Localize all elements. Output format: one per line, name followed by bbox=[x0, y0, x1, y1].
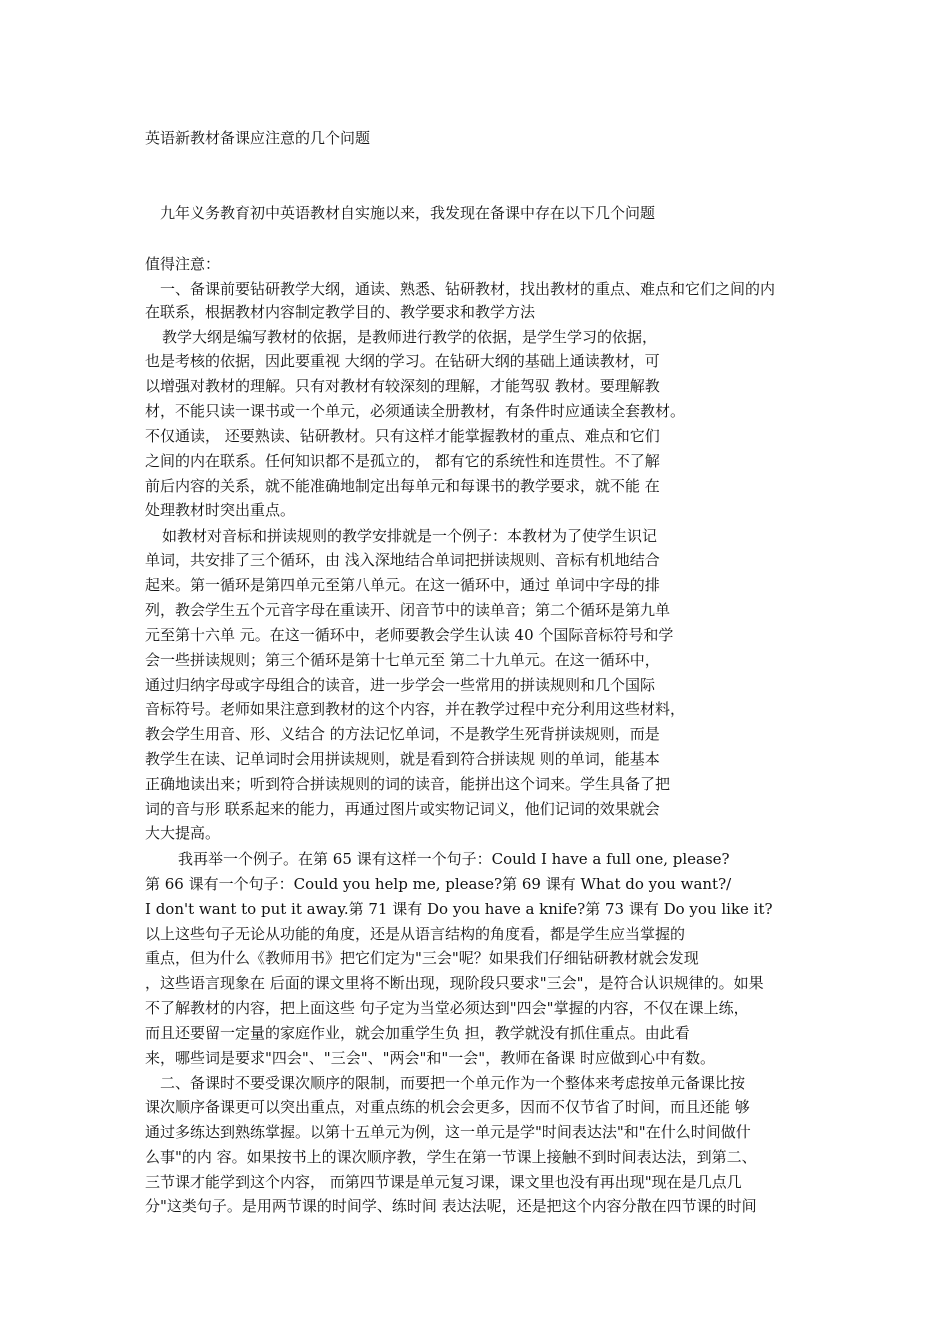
paragraph-line: 如教材对音标和拼读规则的教学安排就是一个例子：本教材为了使学生识记 bbox=[162, 527, 658, 545]
paragraph-line: 大大提高。 bbox=[145, 824, 221, 842]
paragraph-line: 会一些拼读规则；第三个循环是第十七单元至 第二十九单元。在这一循环中， bbox=[145, 651, 660, 669]
paragraph-line: 教学生在读、记单词时会用拼读规则，就是看到符合拼读规 则的单词，能基本 bbox=[145, 750, 660, 768]
paragraph-line: 三节课才能学到这个内容， 而第四节课是单元复习课，课文里也没有再出现"现在是几点几 bbox=[145, 1173, 742, 1191]
intro-line-2: 值得注意： bbox=[145, 255, 221, 273]
paragraph-line: 通过多练达到熟练掌握。以第十五单元为例，这一单元是学"时间表达法"和"在什么时间做什 bbox=[145, 1123, 751, 1141]
paragraph-line: 分"这类句子。是用两节课的时间学、练时间 表达法呢，还是把这个内容分散在四节课的时间 bbox=[145, 1197, 757, 1215]
paragraph-line: ，这些语言现象在 后面的课文里将不断出现，现阶段只要求"三会"，是符合认识规律的。如果 bbox=[145, 974, 764, 992]
paragraph-line: 通过归纳字母或字母组合的读音，进一步学会一些常用的拼读规则和几个国际 bbox=[145, 676, 656, 694]
paragraph-line: 第 66 课有一个句子：Could you help me, please?第 69 课有 What do you want?/ bbox=[145, 875, 732, 893]
paragraph-line: 列，教会学生五个元音字母在重读开、闭音节中的读单音；第二个循环是第九单 bbox=[145, 601, 671, 619]
paragraph-line: 以上这些句子无论从功能的角度，还是从语言结构的角度看，都是学生应当掌握的 bbox=[145, 925, 686, 943]
paragraph-line: 以增强对教材的理解。只有对教材有较深刻的理解，才能驾驭 教材。要理解教 bbox=[145, 377, 660, 395]
paragraph-line: 材，不能只读一课书或一个单元，必须通读全册教材，有条件时应通读全套教材。 bbox=[145, 402, 686, 420]
paragraph-line: 元至第十六单 元。在这一循环中，老师要教会学生认读 40 个国际音标符号和学 bbox=[145, 626, 674, 644]
paragraph-line: 单词，共安排了三个循环，由 浅入深地结合单词把拼读规则、音标有机地结合 bbox=[145, 551, 660, 569]
paragraph-line: 在联系，根据教材内容制定教学目的、教学要求和教学方法 bbox=[145, 303, 536, 321]
paragraph-line: 么事"的内 容。如果按书上的课次顺序教，学生在第一节课上接触不到时间表达法，到第二、 bbox=[145, 1148, 757, 1166]
paragraph-line: 前后内容的关系，就不能准确地制定出每单元和每课书的教学要求，就不能 在 bbox=[145, 477, 660, 495]
section-heading-1: 一、备课前要钻研教学大纲，通读、熟悉、钻研教材，找出教材的重点、难点和它们之间的内 bbox=[160, 280, 776, 298]
paragraph-line: 不了解教材的内容，把上面这些 句子定为当堂必须达到"四会"掌握的内容，不仅在课上练， bbox=[145, 999, 749, 1017]
paragraph-line: 音标符号。老师如果注意到教材的这个内容，并在教学过程中充分利用这些材料， bbox=[145, 700, 686, 718]
paragraph-line: 教学大纲是编写教材的依据，是教师进行教学的依据，是学生学习的依据， bbox=[162, 328, 658, 346]
paragraph-line: 之间的内在联系。任何知识都不是孤立的， 都有它的系统性和连贯性。不了解 bbox=[145, 452, 660, 470]
section-heading-2: 二、备课时不要受课次顺序的限制，而要把一个单元作为一个整体来考虑按单元备课比按 bbox=[160, 1074, 746, 1092]
paragraph-line: 词的音与形 联系起来的能力，再通过图片或实物记词义，他们记词的效果就会 bbox=[145, 800, 660, 818]
paragraph-line: 课次顺序备课更可以突出重点，对重点练的机会会更多，因而不仅节省了时间，而且还能 够 bbox=[145, 1098, 750, 1116]
paragraph-line: I don't want to put it away.第 71 课有 Do you have a knife?第 73 课有 Do you like it? bbox=[145, 900, 773, 918]
intro-line-1: 九年义务教育初中英语教材自实施以来，我发现在备课中存在以下几个问题 bbox=[160, 204, 656, 222]
paragraph-line: 我再举一个例子。在第 65 课有这样一个句子：Could I have a full one, please? bbox=[178, 850, 730, 868]
paragraph-line: 处理教材时突出重点。 bbox=[145, 501, 296, 519]
paragraph-line: 教会学生用音、形、义结合 的方法记忆单词，不是教学生死背拼读规则，而是 bbox=[145, 725, 660, 743]
paragraph-line: 起来。第一循环是第四单元至第八单元。在这一循环中，通过 单词中字母的排 bbox=[145, 576, 660, 594]
paragraph-line: 重点，但为什么《教师用书》把它们定为"三会"呢？如果我们仔细钻研教材就会发现 bbox=[145, 949, 699, 967]
paragraph-line: 来，哪些词是要求"四会"、"三会"、"两会"和"一会"，教师在备课 时应做到心中有数。 bbox=[145, 1049, 715, 1067]
paragraph-line: 不仅通读， 还要熟读、钻研教材。只有这样才能掌握教材的重点、难点和它们 bbox=[145, 427, 660, 445]
paragraph-line: 正确地读出来；听到符合拼读规则的词的读音，能拼出这个词来。学生具备了把 bbox=[145, 775, 671, 793]
document-title: 英语新教材备课应注意的几个问题 bbox=[145, 129, 371, 147]
paragraph-line: 也是考核的依据，因此要重视 大纲的学习。在钻研大纲的基础上通读教材，可 bbox=[145, 352, 660, 370]
paragraph-line: 而且还要留一定量的家庭作业，就会加重学生负 担，教学就没有抓住重点。由此看 bbox=[145, 1024, 690, 1042]
